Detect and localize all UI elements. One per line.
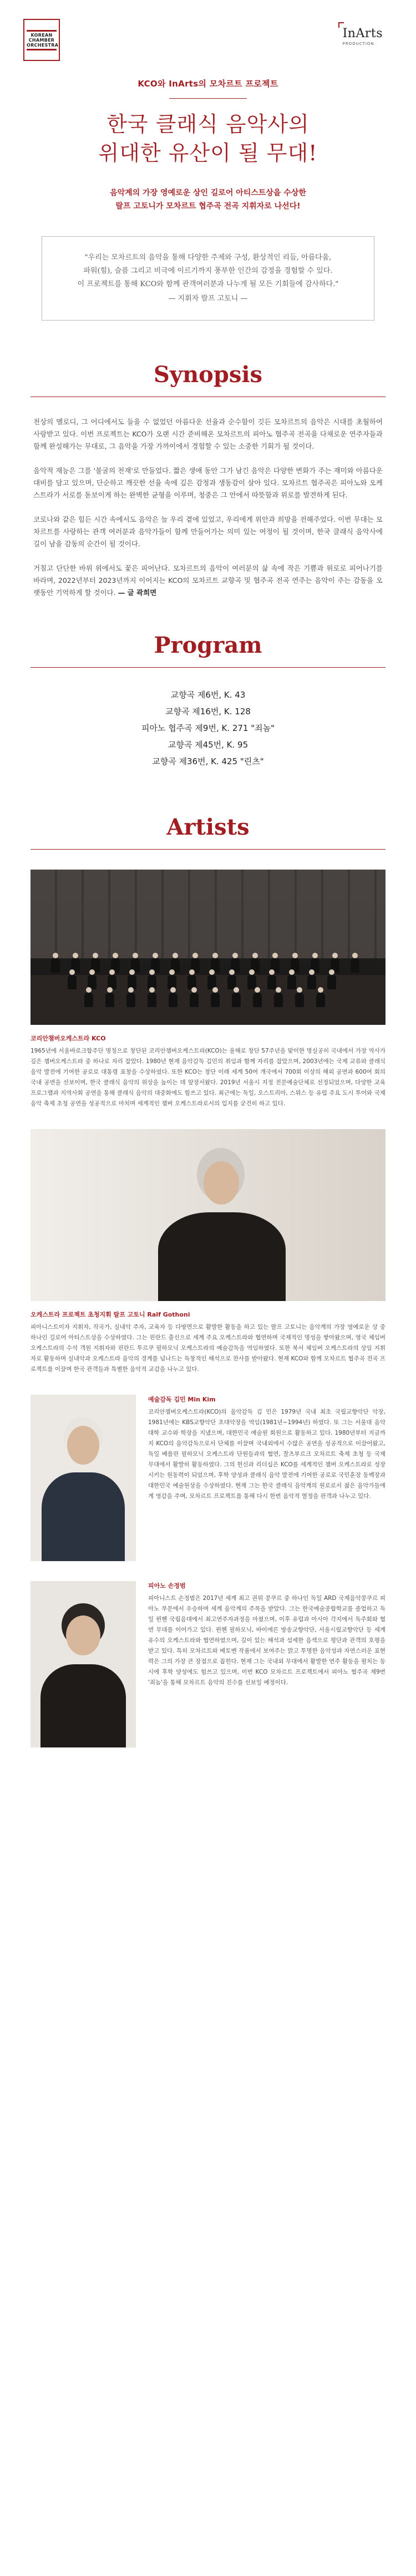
- musician-body: [105, 993, 114, 1007]
- hall-wall: [31, 870, 385, 958]
- musician-head: [93, 953, 98, 958]
- musician-head: [318, 987, 323, 993]
- main-title-line-1: 한국 클래식 음악사의: [106, 112, 310, 136]
- musician-body: [253, 993, 262, 1007]
- musician-head: [129, 969, 135, 975]
- logo-corner-mark: [338, 22, 344, 28]
- musician-body: [295, 993, 304, 1007]
- musician-head: [292, 953, 298, 958]
- musician-head: [189, 969, 195, 975]
- musician-head: [149, 969, 155, 975]
- project-line: KCO와 InArts의 모차르트 프로젝트: [138, 79, 278, 89]
- conductor-name: 오케스트라 프로젝트 초청지휘 랄프 고토니 Ralf Gothoni: [31, 1311, 190, 1318]
- musician-head: [255, 987, 260, 993]
- logo-line-2: CHAMBER: [28, 37, 55, 43]
- director-photo: [31, 1395, 136, 1561]
- musician-head: [170, 987, 176, 993]
- musician-head: [232, 953, 238, 958]
- program-item: 교향곡 제36번, K. 425 "린츠": [152, 756, 264, 766]
- musician-head: [352, 953, 358, 958]
- director-body: [42, 1472, 125, 1561]
- musician-head: [297, 987, 302, 993]
- musician-body: [267, 975, 276, 989]
- musician-head: [73, 953, 78, 958]
- musician-head: [149, 987, 155, 993]
- musician-head: [173, 953, 178, 958]
- tagline: [0, 186, 416, 213]
- director-text: [148, 1395, 385, 1561]
- musician-head: [109, 969, 115, 975]
- logo-bar-top: [27, 30, 57, 32]
- synopsis-signature: — 글 곽희면: [118, 588, 157, 597]
- musician-body: [211, 993, 220, 1007]
- musician-head: [169, 969, 175, 975]
- musician-head: [269, 969, 275, 975]
- musician-body: [148, 993, 156, 1007]
- musician-head: [309, 969, 314, 975]
- tagline-line-2: 랄프 고토니가 모차르트 협주곡 전곡 지휘자로 나선다!: [115, 202, 301, 211]
- musician-head: [212, 987, 218, 993]
- musician-head: [107, 987, 113, 993]
- musician-body: [68, 975, 77, 989]
- inarts-logo: [343, 27, 383, 46]
- program-list: [0, 687, 416, 770]
- orchestra-photo: [31, 870, 385, 1025]
- logo-bar-bottom: [27, 49, 57, 50]
- musician-head: [192, 953, 198, 958]
- musician-body: [316, 993, 325, 1007]
- synopsis-section: [0, 362, 416, 599]
- musician-head: [332, 953, 338, 958]
- musician-body: [51, 958, 60, 973]
- quote-line-1: "우리는 모차르트의 음악을 통해 다양한 주제와 구성, 환상적인 리듬, 아름다움,: [84, 253, 332, 262]
- musician-head: [128, 987, 134, 993]
- main-title-line-2: 위대한 유산이 될 무대!: [98, 141, 318, 165]
- synopsis-paragraph-4-text: 거칠고 단단한 바위 위에서도 꽃은 피어난다. 모차르트의 음악이 여러분의 삶 속에 작은 기쁨과 위로로 피어나기를 바라며, 2022년부터 2023년까지 이어지는 KCO의 모차르트 교향곡 및 협주곡 전곡 연주는 음악이 주는 감동을 오랫동안 기억하게 할 것이다.: [33, 564, 383, 597]
- musician-head: [209, 969, 215, 975]
- orchestra-block: [31, 1034, 385, 1109]
- inarts-logo-name: InArts: [342, 27, 383, 40]
- director-bio: 코리안챔버오케스트라(KCO)의 음악감독 김 민은 1979년 국내 최초 국립교향악단 악장, 1981년에는 KBS교향악단 초대악장을 역임(1981년~1994년) 하였다. 또 그는 서울대 음악대학 교수와 학장을 지냈으며, 대한민국 예술원 회원으로 활동하고 있다. 1980년부터 지금까지 KCO의 음악감독으로서 단체를 이끌며 국내외에서 수많은 공연을 성공적으로 이끌어왔고, 독일 베를린 필하모닉 오케스트라 단원들과의 협연, 잘츠부르크 모차르트 축제 초청 등 국제 무대에서 활발히 활동하였다. 그의 헌신과 리더십은 KCO를 세계적인 챔버 오케스트라로 성장시키는 원동력이 되었으며, 후학 양성과 클래식 음악 발전에 기여한 공로로 국민훈장 동백장과 대한민국 예술원상을 수상하였다. 현재 그는 한국 클래식 음악계의 원로로서 젊은 음악가들에게 영감을 주며, 모차르트 프로젝트를 통해 다시 한번 음악적 열정을 관객과 나누고 있다.: [148, 1409, 385, 1500]
- conductor-block: [31, 1310, 385, 1375]
- project-rule: [169, 98, 247, 99]
- program-title: Program: [154, 632, 262, 658]
- musician-body: [126, 993, 135, 1007]
- program-item: 교향곡 제45번, K. 95: [168, 740, 248, 750]
- synopsis-paragraph-2: 음악적 재능은 그를 '불굴의 천재'로 만들었다. 짧은 생애 동안 그가 남긴 음악은 다양한 변화가 주는 재미와 아름다운 대비를 담고 있으며, 단순하고 깨끗한 선율 속에 깊은 감정과 생동감이 살아 있다. 모차르트 협주곡은 피아노와 오케스트라가 서로를 돋보이게 하는 완벽한 균형을 이루며, 청중은 그 안에서 따뜻함과 위로를 발견하게 된다.: [33, 466, 383, 499]
- musician-body: [351, 958, 359, 973]
- musician-head: [329, 969, 334, 975]
- conductor-body: [158, 1212, 286, 1301]
- musician-head: [252, 953, 258, 958]
- artists-rule: [31, 849, 385, 850]
- program-item: 교향곡 제6번, K. 43: [170, 690, 246, 700]
- program-item: 교향곡 제16번, K. 128: [165, 707, 251, 717]
- musician-head: [229, 969, 235, 975]
- musician-head: [312, 953, 318, 958]
- synopsis-title: Synopsis: [153, 362, 263, 388]
- musician-head: [89, 969, 95, 975]
- quote-box: [42, 236, 374, 321]
- orchestra-name: 코리안챔버오케스트라 KCO: [31, 1035, 106, 1042]
- musician-body: [232, 993, 241, 1007]
- tagline-line-1: 음악계의 가장 영예로운 상인 길로어 아티스트상을 수상한: [110, 189, 306, 197]
- kco-logo: [23, 19, 60, 61]
- musician-head: [249, 969, 255, 975]
- pianist-bio: 피아니스트 손정범은 2017년 세계 최고 권위 콩쿠르 중 하나인 독일 ARD 국제음악콩쿠르 피아노 부문에서 우승하며 세계 음악계의 주목을 받았다. 그는 한국예술종합학교를 졸업하고 독일 뮌헨 국립음대에서 최고연주자과정을 마쳤으며, 이후 유럽과 아시아 각지에서 독주회와 협연 무대를 이어가고 있다. 뮌헨 필하모닉, 바이에른 방송교향악단, 서울시립교향악단 등 세계 유수의 오케스트라와 협연하였으며, 깊이 있는 해석과 섬세한 음색으로 평단과 관객의 호평을 받고 있다. 특히 모차르트와 베토벤 작품에서 보여주는 맑고 투명한 음악성과 자연스러운 표현력은 그의 가장 큰 장점으로 꼽힌다. 현재 그는 국내외 무대에서 활발한 연주 활동을 펼치는 동시에 후학 양성에도 힘쓰고 있으며, 이번 KCO 모차르트 프로젝트에서 피아노 협주곡 제9번 '죄놈'을 통해 모차르트 음악의 진수를 선보일 예정이다.: [148, 1595, 385, 1686]
- synopsis-body: [33, 416, 383, 599]
- logo-line-3: ORCHESTRA: [27, 42, 59, 48]
- hero: [0, 61, 416, 321]
- musician-head: [133, 953, 138, 958]
- conductor-photo: [31, 1129, 385, 1301]
- pianist-face: [66, 1615, 100, 1655]
- musician-head: [53, 953, 58, 958]
- header: [0, 0, 416, 61]
- musician-head: [153, 953, 158, 958]
- program-section: [0, 632, 416, 770]
- pianist-text: [148, 1581, 385, 1747]
- artists-title: Artists: [166, 814, 250, 840]
- musician-head: [276, 987, 281, 993]
- musician-head: [113, 953, 118, 958]
- musician-head: [272, 953, 278, 958]
- pianist-row: [31, 1581, 385, 1747]
- musician-head: [191, 987, 197, 993]
- musician-head: [86, 987, 92, 993]
- director-row: [31, 1395, 385, 1561]
- program-item: 피아노 협주곡 제9번, K. 271 "죄놈": [141, 723, 275, 733]
- synopsis-paragraph-1: 천상의 멜로디, 그 어디에서도 들을 수 없었던 아름다운 선율과 순수함이 깃든 모차르트의 음악은 시대를 초월하여 사랑받고 있다. 이번 프로젝트는 KCO가 오랜 시간 준비해온 모차르트의 피아노 협주곡 전곡을 다채로운 연주자들과 함께 완성해가는 무대로, 그 음악을 가장 가까이에서 경험할 수 있는 소중한 기회가 될 것이다.: [33, 418, 383, 450]
- logo-line-1: KOREAN: [31, 32, 53, 38]
- director-face: [67, 1426, 99, 1465]
- musician-body: [274, 993, 283, 1007]
- orchestra-bio: 1965년에 서울바로크합주단 명칭으로 창단된 코리안챔버오케스트라(KCO)는 올해로 창단 57주년을 맞이한 명실공히 국내에서 가장 역사가 깊은 챔버오케스트라 중 하나로 자리 잡았다. 1980년 현재 음악감독 김민의 취임과 함께 자리를 잡았으며, 2003년에는 국제 교류와 클래식 음악 발전에 기여한 공로로 대통령 표창을 수상하였다. 또한 KCO는 창단 이래 세계 50여 개국에서 700회 이상의 해외 공연과 600여 회의 국내 공연을 선보이며, 한국 클래식 음악의 위상을 높이는 데 앞장서왔다. 2019년 서울시 지정 전문예술단체로 선정되었으며, 다양한 교육 프로그램과 지역사회 공연을 통해 클래식 음악의 대중화에도 힘쓰고 있다. 최근에는 독일, 오스트리아, 스위스 등 유럽 주요 도시 투어와 국제 음악 축제 초청 공연을 성공적으로 마치며 세계적인 챔버 오케스트라로서의 입지를 굳건히 하고 있다.: [31, 1048, 385, 1107]
- musician-head: [212, 953, 218, 958]
- pianist-body: [40, 1664, 126, 1747]
- musician-body: [190, 993, 199, 1007]
- artists-section: [0, 814, 416, 1747]
- quote-line-2: 파워(힘), 슬픔 그리고 비극에 이르기까지 풍부한 인간의 감정을 경험할 수 있다.: [83, 267, 333, 275]
- musician-head: [289, 969, 295, 975]
- quote-line-3: 이 프로젝트를 통해 KCO와 함께 관객여러분과 나누게 될 모든 기회들에 감사하다.": [77, 280, 339, 288]
- musician-head: [234, 987, 239, 993]
- musician-body: [287, 975, 296, 989]
- inarts-logo-sub: PRODUCTION: [342, 42, 374, 46]
- pianist-photo: [31, 1581, 136, 1747]
- conductor-bio: 피아니스트이자 지휘자, 작곡가, 실내악 주자, 교육자 등 다방면으로 활발한 활동을 하고 있는 랄프 고토니는 음악계의 가장 영예로운 상 중 하나인 길로어 아티스트상을 수상하였다. 그는 핀란드 출신으로 세계 주요 오케스트라와 협연하며 국제적인 명성을 쌓아왔으며, 영국 체임버 오케스트라의 수석 객원 지휘자와 핀란드 투르쿠 필하모닉 오케스트라의 예술감독을 역임하였다. 또한 북서 체임버 오케스트라의 상임 지휘자로 활동하며 실내악과 오케스트라 음악의 경계를 넘나드는 독창적인 해석으로 찬사를 받아왔다. 현재 KCO와 함께 모차르트 협주곡 전곡 프로젝트를 이끌며 한국 관객들과 특별한 음악적 교감을 나누고 있다.: [31, 1324, 385, 1373]
- program-rule: [31, 667, 385, 668]
- main-title: [0, 110, 416, 167]
- pianist-name: 피아노 손정범: [148, 1582, 186, 1589]
- musician-body: [169, 993, 177, 1007]
- musician-body: [84, 993, 93, 1007]
- musician-body: [307, 975, 316, 989]
- conductor-face: [204, 1161, 239, 1205]
- synopsis-paragraph-3: 코로나와 같은 힘든 시간 속에서도 음악은 늘 우리 곁에 있었고, 우리에게 위안과 희망을 전해주었다. 이번 무대는 모차르트를 사랑하는 관객 여러분과 음악가들이 함께 만들어가는 의미 있는 여정이 될 것이며, 한국 클래식 음악사에 길이 남을 감동의 순간이 될 것이다.: [33, 515, 383, 548]
- musician-body: [327, 975, 336, 989]
- director-name: 예술감독 김민 Min Kim: [148, 1396, 216, 1403]
- musician-body: [247, 975, 256, 989]
- quote-author: — 지휘자 랄프 고토니 —: [168, 294, 248, 303]
- synopsis-paragraph-4: [33, 562, 383, 599]
- musician-head: [69, 969, 75, 975]
